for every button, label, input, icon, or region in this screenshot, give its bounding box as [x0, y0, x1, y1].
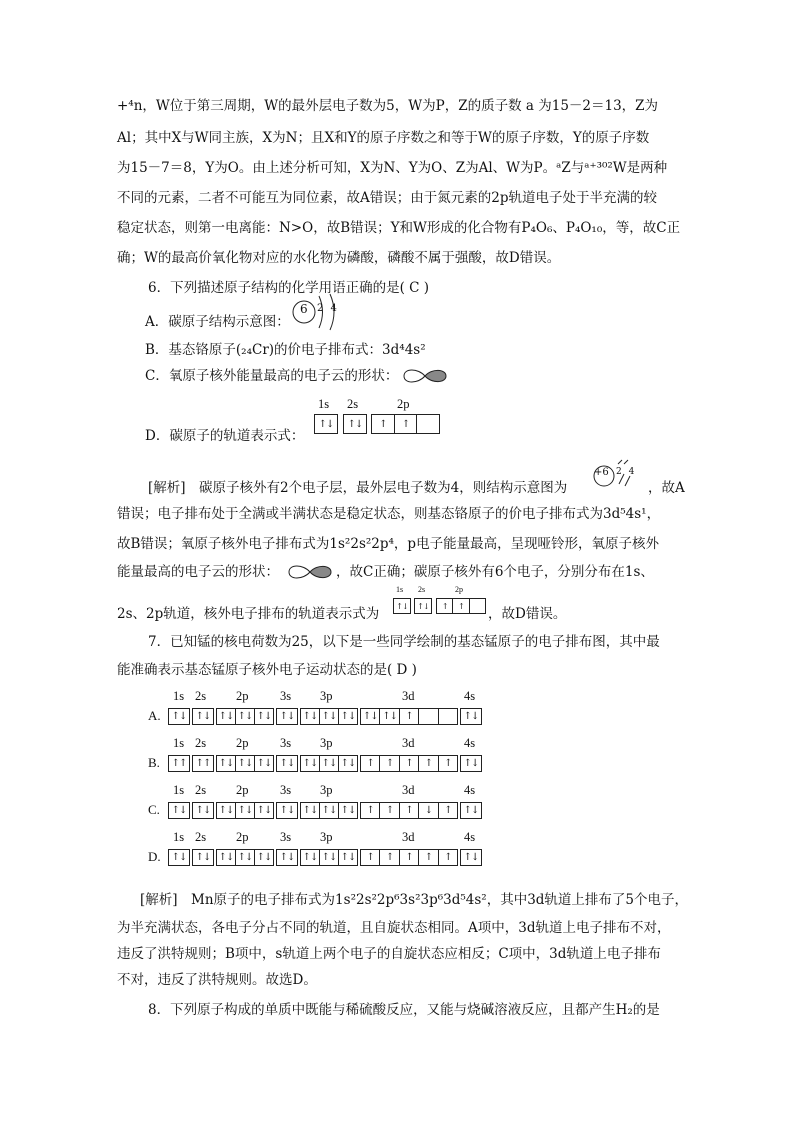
q7-option-label: B.	[148, 755, 160, 770]
text-line: 确；W的最高价氧化物对应的水化物为磷酸，磷酸不属于强酸，故D错误。	[117, 250, 561, 266]
orbital-label: 2p	[236, 830, 249, 844]
orbital-cell: ↑	[400, 756, 419, 771]
q7-option-label: D.	[148, 849, 161, 864]
orbital-label: 1s	[318, 397, 330, 411]
orbital-cell: ↑↓	[340, 758, 356, 769]
q6-option-d: D．碳原子的轨道表示式：	[145, 428, 305, 444]
orbital-label: 3s	[280, 736, 292, 750]
orbital-cell	[439, 709, 457, 724]
question-6: 6．下列描述原子结构的化学用语正确的是( C )	[148, 280, 430, 296]
orbital-label: 1s	[173, 783, 185, 797]
orbital-label: 2p	[236, 689, 249, 703]
atom-shell-label: 2 4	[616, 467, 637, 477]
orbital-label: 1s	[173, 830, 185, 844]
orbital-box-p3	[300, 755, 358, 772]
orbital-label: 2p	[236, 783, 249, 797]
question-8: 8．下列原子构成的单质中既能与稀硫酸反应，又能与烧碱溶液反应，且都产生H₂的是	[148, 1002, 660, 1018]
carbon-atom-diagram-explain	[590, 458, 648, 502]
text-line: 稳定状态，则第一电离能：N>O，故B错误；Y和W形成的化合物有P₄O₆、P₄O₁₀，等，故C正	[117, 220, 681, 236]
text-line: 为15－7＝8，Y为O。由上述分析可知，X为N、Y为O、Z为Al、W为P。ᵃZ与ᵃ⁺³⁰²W是两种	[117, 160, 668, 176]
orbital-cell: ↑↓	[195, 805, 211, 816]
orbital-box-s4	[460, 849, 482, 866]
question-7: 能准确表示基态锰原子核外电子运动状态的是( D )	[117, 662, 417, 678]
orbital-box-p2	[216, 849, 274, 866]
orbital-box-s3	[276, 708, 298, 725]
orbital-cell: ↑	[400, 803, 419, 818]
orbital-label: 2p	[455, 585, 463, 594]
orbital-label: 4s	[464, 736, 476, 750]
q6-option-c: C．氧原子核外能量最高的电子云的形状：	[145, 368, 399, 384]
orbital-label: 2p	[397, 397, 410, 411]
orbital-box-s3	[276, 755, 298, 772]
orbital-box-s4	[460, 802, 482, 819]
orbital-cell: ↑	[444, 758, 452, 769]
orbital-cell: ↑	[380, 756, 399, 771]
orbital-cell: ↑↑	[195, 758, 211, 769]
atom-nucleus-label: +6	[594, 467, 609, 478]
orbital-cell: ↑↓	[320, 803, 339, 818]
explanation-6-line: 故B错误；氧原子核外电子排布式为1s²2s²2p⁴，p电子能量最高，呈现哑铃形，氧原子核外	[117, 536, 660, 552]
orbital-cell: ↑	[419, 756, 438, 771]
orbital-label: 2s	[195, 830, 207, 844]
orbital-cell: ↑↓	[340, 852, 356, 863]
explanation-6-line: 能量最高的电子云的形状：	[117, 564, 279, 580]
orbital-box-p3	[300, 849, 358, 866]
orbital-cell: ↑↓	[463, 805, 479, 816]
orbital-cell: ↑↓	[279, 852, 295, 863]
explanation-6-line: ，故A	[648, 480, 685, 496]
orbital-box-2p: ↑ ↑	[436, 598, 486, 614]
orbital-label: 4s	[464, 689, 476, 703]
orbital-cell: ↑↓	[171, 852, 187, 863]
orbital-box-2p: ↑ ↑	[371, 414, 440, 434]
dumbbell-orbital-icon	[402, 368, 448, 384]
orbital-box-s4	[460, 755, 482, 772]
orbital-cell: ↑	[361, 803, 380, 818]
orbital-box-s3	[276, 849, 298, 866]
orbital-cell: ↑↓	[217, 850, 236, 865]
orbital-cell: ↑	[419, 850, 438, 865]
explanation-6-line: ，故D错误。	[488, 606, 567, 622]
orbital-box-2s: ↑↓	[343, 414, 367, 434]
q6-option-a: A．碳原子结构示意图：	[145, 314, 290, 330]
explanation-7-line: 不对，违反了洪特规则。故选D。	[117, 972, 317, 988]
orbital-label: 3p	[320, 783, 333, 797]
orbital-label: 2s	[195, 783, 207, 797]
orbital-box-s4	[460, 708, 482, 725]
orbital-cell: ↑	[400, 850, 419, 865]
orbital-cell: ↑↓	[195, 852, 211, 863]
explanation-7-line: 为半充满状态，各电子分占不同的轨道，且自旋状态相同。A项中，3d轨道上电子排布不对，	[117, 920, 671, 936]
orbital-box-p2	[216, 708, 274, 725]
explanation-6-line: 错误；电子排布处于全满或半满状态是稳定状态，则基态铬原子的价电子排布式为3d⁵4s¹，	[117, 506, 661, 522]
orbital-cell: ↑	[361, 850, 380, 865]
orbital-box-s1	[168, 708, 190, 725]
orbital-box-p3	[300, 802, 358, 819]
orbital-cell: ↑↓	[361, 709, 380, 724]
orbital-box-p2	[216, 755, 274, 772]
orbital-cell: ↑↓	[279, 758, 295, 769]
orbital-label: 2s	[347, 397, 359, 411]
orbital-box-s1	[168, 755, 190, 772]
orbital-box-p2	[216, 802, 274, 819]
orbital-box-s2	[192, 849, 214, 866]
orbital-cell: ↑↓	[256, 758, 272, 769]
orbital-cell: ↑↓	[171, 805, 187, 816]
orbital-label: 3s	[280, 783, 292, 797]
orbital-cell: ↑	[400, 709, 419, 724]
orbital-cell	[419, 709, 438, 724]
orbital-cell: ↑	[380, 803, 399, 818]
orbital-cell: ↑↓	[301, 709, 320, 724]
orbital-cell: ↑↓	[320, 756, 339, 771]
q7-option-label: A.	[148, 708, 161, 723]
q7-option-label: C.	[148, 802, 160, 817]
orbital-box-1s: ↑↓	[393, 598, 411, 614]
orbital-cell: ↑↓	[236, 709, 255, 724]
orbital-label: 2s	[195, 689, 207, 703]
orbital-label: 3s	[280, 830, 292, 844]
orbital-cell: ↑↓	[256, 852, 272, 863]
orbital-label: 2s	[195, 736, 207, 750]
orbital-cell: ↓	[419, 803, 438, 818]
orbital-box-s1	[168, 802, 190, 819]
orbital-box-s2	[192, 755, 214, 772]
orbital-cell: ↑↓	[463, 852, 479, 863]
orbital-box-d3	[360, 849, 458, 866]
orbital-box-s2	[192, 708, 214, 725]
orbital-box-s3	[276, 802, 298, 819]
orbital-cell: ↑↓	[217, 803, 236, 818]
orbital-cell: ↑	[444, 805, 452, 816]
orbital-cell: ↑↓	[380, 709, 399, 724]
orbital-cell: ↑↓	[217, 709, 236, 724]
orbital-cell: ↑↓	[301, 850, 320, 865]
text-line: 不同的元素，二者不可能互为同位素，故A错误；由于氮元素的2p轨道电子处于半充满的较	[117, 190, 657, 206]
orbital-label: 2p	[236, 736, 249, 750]
orbital-cell: ↑↓	[320, 850, 339, 865]
orbital-cell: ↑↑	[171, 758, 187, 769]
explanation-7-line: [解析] Mn原子的电子排布式为1s²2s²2p⁶3s²3p⁶3d⁵4s²，其中3d轨道上排布了5个电子，	[140, 892, 689, 908]
orbital-box-p3	[300, 708, 358, 725]
orbital-label: 3d	[402, 689, 415, 703]
orbital-cell: ↑↓	[463, 758, 479, 769]
explanation-7-line: 违反了洪特规则；B项中，s轨道上两个电子的自旋状态应相反；C项中，3d轨道上电子排布	[117, 946, 661, 962]
explanation-6-line: 2s、2p轨道，核外电子排布的轨道表示式为	[117, 606, 380, 622]
orbital-label: 3p	[320, 830, 333, 844]
orbital-cell: ↑↓	[195, 711, 211, 722]
orbital-label: 1s	[173, 689, 185, 703]
orbital-label: 1s	[396, 585, 404, 594]
atom-nucleus-label: 6	[300, 302, 308, 316]
dumbbell-orbital-icon	[287, 564, 333, 580]
orbital-cell: ↑↓	[463, 711, 479, 722]
q6-option-b: B．基态铬原子(₂₄Cr)的价电子排布式：3d⁴4s²	[145, 342, 426, 358]
orbital-label: 3d	[402, 830, 415, 844]
orbital-box-2s: ↑↓	[414, 598, 432, 614]
orbital-cell: ↑↓	[217, 756, 236, 771]
orbital-label: 4s	[464, 783, 476, 797]
orbital-label: 3p	[320, 689, 333, 703]
atom-shell-label: 2 4	[317, 303, 339, 314]
orbital-cell: ↑↓	[236, 850, 255, 865]
orbital-cell: ↑↓	[171, 711, 187, 722]
orbital-box-d3	[360, 708, 458, 725]
orbital-cell: ↑	[361, 756, 380, 771]
orbital-cell: ↑	[444, 852, 452, 863]
orbital-box-s1	[168, 849, 190, 866]
orbital-cell: ↑↓	[301, 756, 320, 771]
explanation-6-line: [解析] 碳原子核外有2个电子层，最外层电子数为4，则结构示意图为	[148, 480, 568, 496]
question-7: 7．已知锰的核电荷数为25，以下是一些同学绘制的基态锰原子的电子排布图，其中最	[148, 634, 660, 650]
orbital-label: 2s	[418, 585, 426, 594]
orbital-label: 3d	[402, 736, 415, 750]
orbital-label: 1s	[173, 736, 185, 750]
orbital-cell: ↑↓	[320, 709, 339, 724]
orbital-box-d3	[360, 802, 458, 819]
orbital-label: 3p	[320, 736, 333, 750]
orbital-label: 3d	[402, 783, 415, 797]
orbital-label: 4s	[464, 830, 476, 844]
orbital-label: 3s	[280, 689, 292, 703]
orbital-cell: ↑↓	[256, 711, 272, 722]
orbital-cell: ↑↓	[340, 805, 356, 816]
orbital-cell: ↑↓	[279, 805, 295, 816]
orbital-box-1s: ↑↓	[314, 414, 338, 434]
text-line: Al；其中X与W同主族，X为N；且X和Y的原子序数之和等于W的原子序数，Y的原子序数	[117, 130, 650, 146]
orbital-cell: ↑↓	[340, 711, 356, 722]
orbital-cell: ↑↓	[279, 711, 295, 722]
explanation-6-line: ，故C正确；碳原子核外有6个电子，分别分布在1s、	[336, 564, 654, 580]
orbital-cell: ↑↓	[236, 756, 255, 771]
orbital-cell: ↑	[380, 850, 399, 865]
orbital-cell: ↑↓	[256, 805, 272, 816]
text-line: +⁴n，W位于第三周期，W的最外层电子数为5，W为P，Z的质子数 a 为15－2＝13，Z为	[117, 98, 659, 114]
orbital-cell: ↑↓	[236, 803, 255, 818]
orbital-box-s2	[192, 802, 214, 819]
orbital-cell: ↑↓	[301, 803, 320, 818]
orbital-box-d3	[360, 755, 458, 772]
